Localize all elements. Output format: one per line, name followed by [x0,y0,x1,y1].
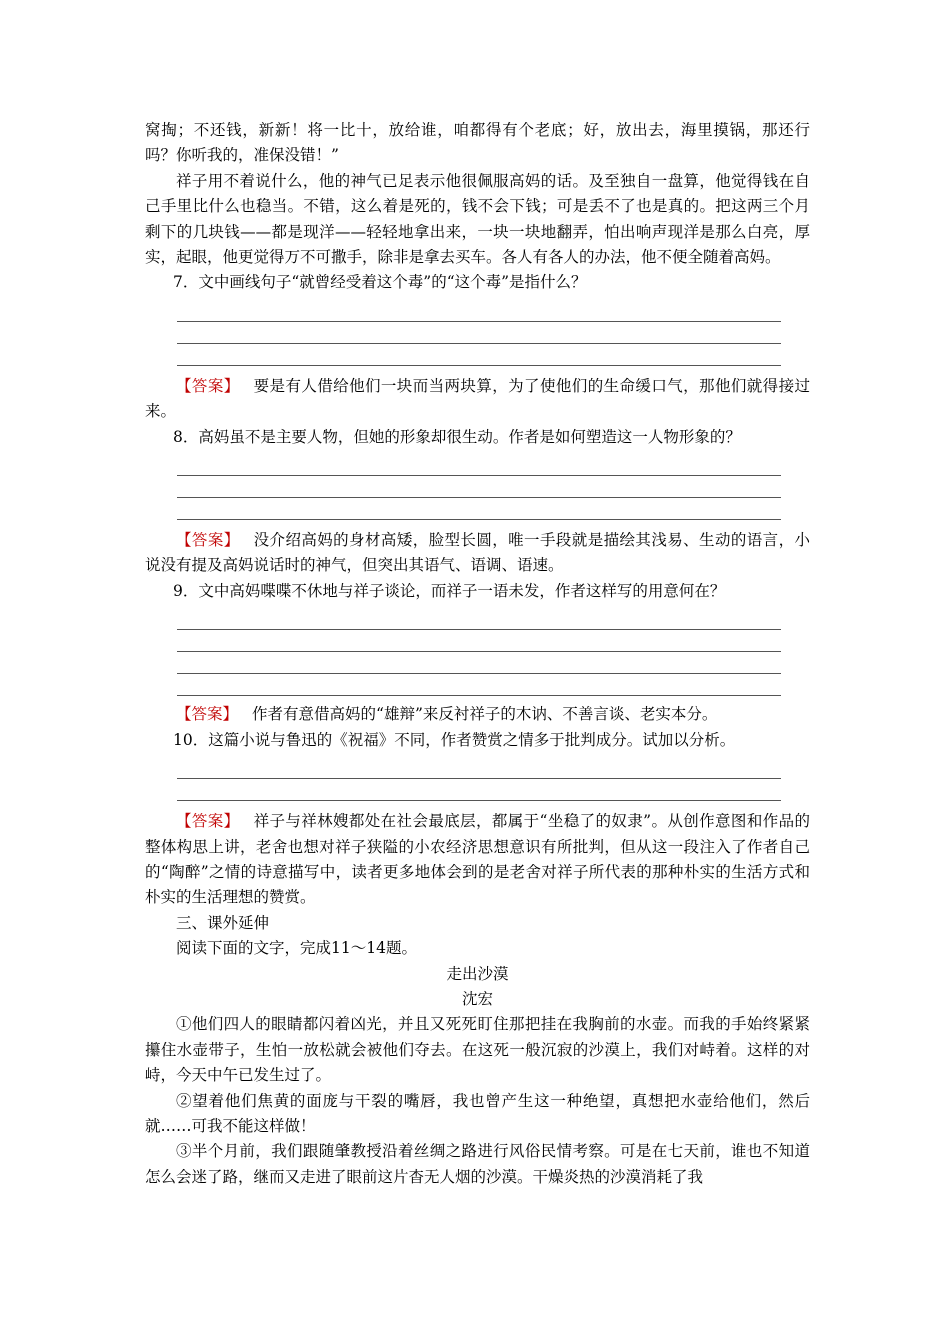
article-paragraph: ③半个月前，我们跟随肇教授沿着丝绸之路进行风俗民情考察。可是在七天前，谁也不知道怎么会迷了路，继而又走进了眼前这片杳无人烟的沙漠。干燥炎热的沙漠消耗了我 [145,1142,810,1186]
answer-lines [177,300,781,366]
answer-9 [145,702,810,727]
answer-line [177,322,781,344]
article-paragraph: ②望着他们焦黄的面庞与干裂的嘴唇，我也曾产生这一种绝望，真想把水壶给他们，然后就……可我不能这样做！ [145,1091,810,1135]
answer-tag: 【答案】 [176,376,240,395]
answer-line [177,652,781,674]
answer-lines [177,608,781,696]
article-paragraph: ①他们四人的眼睛都闪着凶光，并且又死死盯住那把挂在我胸前的水壶。而我的手始终紧紧攥住水壶带子，生怕一放松就会被他们夺去。在这死一般沉寂的沙漠上，我们对峙着。这样的对峙，今天中午已发生过了。 [145,1015,810,1085]
answer-line [177,630,781,652]
section-heading: 三、课外延伸 [176,913,270,932]
article-author: 沈宏 [461,989,493,1008]
answer-text: 祥子与祥林嫂都处在社会最底层，都属于“坐稳了的奴隶”。从创作意图和作品的整体构思上讲，老舍也想对祥子狭隘的小农经济思想意识有所批判，但从这一段注入了作者自己的“陶醉”之情的诗意描写中，读者更多地体会到的是老舍对祥子所代表的那种朴实的生活方式和朴实的生活理想的赞赏。 [145,812,810,907]
paragraph: 祥子用不着说什么，他的神气已足表示他很佩服高妈的话。及至独自一盘算，他觉得钱在自己手里比什么也稳当。不错，这么着是死的，钱不会下钱；可是丢不了也是真的。把这两三个月剩下的几块钱——都是现洋——轻轻地拿出来，一块一块地翻弄，怕出响声现洋是那么白亮，厚实，起眼，他更觉得万不可撒手，除非是拿去买车。各人有各人的办法，他不便全随着高妈。 [145,171,810,267]
paragraph: 窝掏；不还钱，新新！将一比十，放给谁，咱都得有个老底；好，放出去，海里摸锅，那还行吗？你听我的，准保没错！” [145,121,810,165]
question-7: 7．文中画线句子“就曾经受着这个毒”的“这个毒”是指什么？ [173,273,587,292]
answer-line [177,498,781,520]
answer-10 [145,809,810,911]
answer-line [177,300,781,322]
answer-7 [145,374,810,425]
answer-8 [145,528,810,579]
question-10: 10．这篇小说与鲁迅的《祝福》不同，作者赞赏之情多于批判成分。试加以分析。 [173,730,736,749]
question-9: 9．文中高妈喋喋不休地与祥子谈论，而祥子一语未发，作者这样写的用意何在？ [173,581,726,600]
answer-lines [177,454,781,520]
document-page [145,118,810,1190]
answer-text: 作者有意借高妈的“雄辩”来反衬祥子的木讷、不善言谈、老实本分。 [252,705,718,724]
answer-text: 要是有人借给他们一块而当两块算，为了使他们的生命缓口气，那他们就得接过来。 [145,376,810,421]
answer-line [177,674,781,696]
question-8: 8．高妈虽不是主要人物，但她的形象却很生动。作者是如何塑造这一人物形象的？ [173,427,741,446]
answer-line [177,344,781,366]
answer-line [177,476,781,498]
article-title: 走出沙漠 [446,964,509,983]
answer-line [177,454,781,476]
answer-text: 没介绍高妈的身材高矮，脸型长圆，唯一手段就是描绘其浅易、生动的语言，小说没有提及高妈说话时的神气，但突出其语气、语调、语速。 [145,531,810,575]
answer-line [177,757,781,779]
answer-tag: 【答案】 [176,812,240,831]
section-instruction: 阅读下面的文字，完成11～14题。 [176,939,417,958]
answer-tag: 【答案】 [176,705,239,724]
answer-lines [177,757,781,801]
answer-tag: 【答案】 [176,531,240,550]
answer-line [177,608,781,630]
answer-line [177,779,781,801]
